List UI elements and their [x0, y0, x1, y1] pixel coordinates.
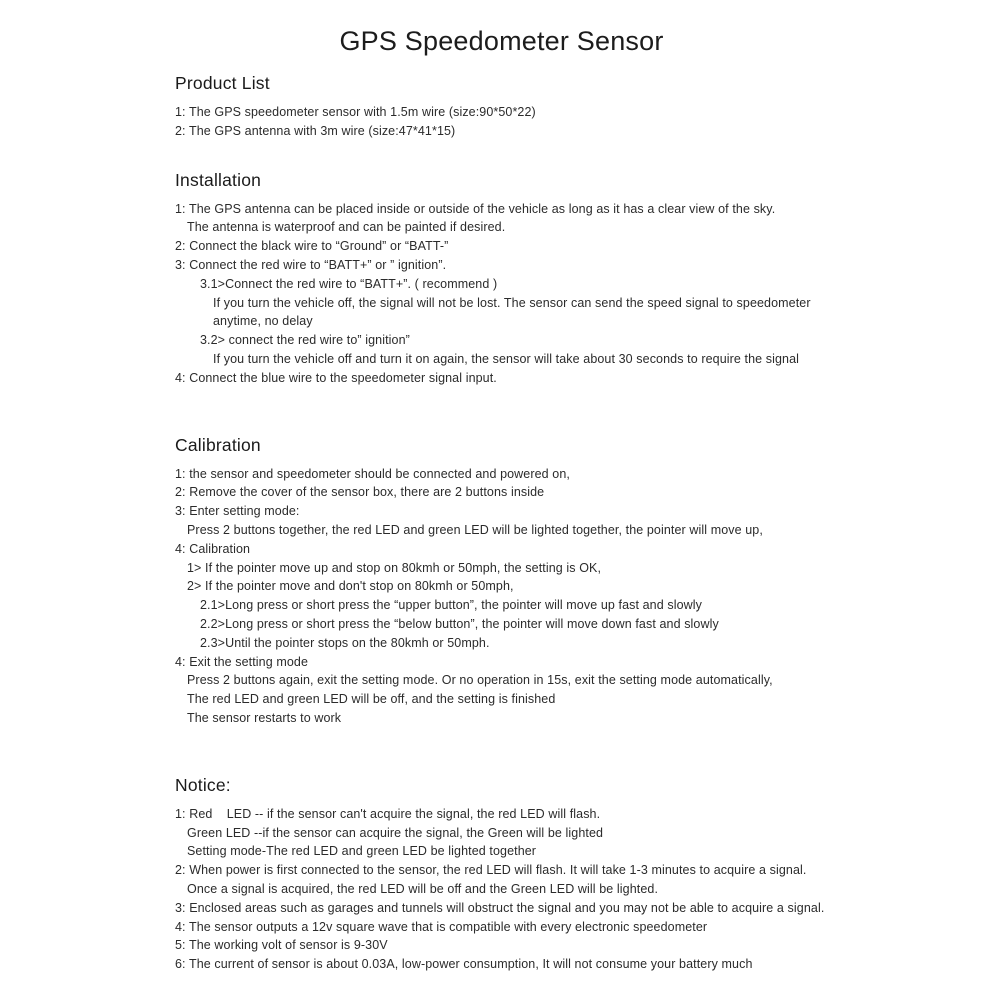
doc-line: 3: Connect the red wire to “BATT+” or ” ignition”.: [175, 257, 447, 272]
doc-line: 4: Exit the setting mode: [175, 654, 309, 669]
section-heading-notice: Notice:: [175, 774, 231, 795]
doc-line: If you turn the vehicle off and turn it on again, the sensor will take about 30 seconds to require the signal: [213, 351, 800, 366]
page-title: GPS Speedometer Sensor: [339, 26, 664, 56]
doc-line: anytime, no delay: [213, 314, 313, 329]
doc-line: The antenna is waterproof and can be painted if desired.: [187, 220, 506, 235]
doc-line: 2.3>Until the pointer stops on the 80kmh or 50mph.: [200, 635, 490, 650]
doc-line: 2.1>Long press or short press the “upper button”, the pointer will move up fast and slowly: [200, 598, 702, 613]
doc-line: 4: Connect the blue wire to the speedometer signal input.: [175, 370, 497, 385]
section-notice: [175, 775, 828, 974]
doc-line: 2: Remove the cover of the sensor box, there are 2 buttons inside: [175, 485, 545, 500]
section-calibration: [175, 435, 828, 728]
doc-line: Once a signal is acquired, the red LED will be off and the Green LED will be lighted.: [187, 881, 659, 896]
doc-line: 2> If the pointer move and don't stop on 80kmh or 50mph,: [187, 579, 514, 594]
doc-line: Press 2 buttons again, exit the setting mode. Or no operation in 15s, exit the setting mode automatically,: [187, 673, 773, 688]
doc-line: 1: Red LED -- if the sensor can't acquire the signal, the red LED will flash.: [175, 806, 601, 821]
doc-line: 3.1>Connect the red wire to “BATT+”. ( recommend ): [200, 276, 498, 291]
section-heading-installation: Installation: [175, 169, 262, 190]
doc-line: 3: Enter setting mode:: [175, 504, 300, 519]
doc-line: 6: The current of sensor is about 0.03A, low-power consumption, It will not consume your battery much: [175, 957, 753, 972]
doc-line: The red LED and green LED will be off, and the setting is finished: [187, 692, 556, 707]
doc-line: 3.2> connect the red wire to” ignition”: [200, 333, 410, 348]
doc-line: 1: the sensor and speedometer should be connected and powered on,: [175, 466, 570, 481]
doc-line: If you turn the vehicle off, the signal will not be lost. The sensor can send the speed signal to speedometer: [213, 295, 811, 310]
doc-line: Press 2 buttons together, the red LED and green LED will be lighted together, the pointer will move up,: [187, 522, 763, 537]
doc-line: 2: Connect the black wire to “Ground” or “BATT-”: [175, 239, 449, 254]
section-heading-calibration: Calibration: [175, 434, 261, 455]
document-sections: [175, 73, 828, 974]
doc-line: 4: The sensor outputs a 12v square wave that is compatible with every electronic speedometer: [175, 919, 708, 934]
doc-line: 1: The GPS speedometer sensor with 1.5m wire (size:90*50*22): [175, 105, 536, 119]
section-product-list: [175, 73, 828, 141]
doc-line: 2.2>Long press or short press the “below button”, the pointer will move down fast and slowly: [200, 616, 719, 631]
section-heading-product-list: Product List: [175, 73, 270, 93]
doc-line: Green LED --if the sensor can acquire the signal, the Green will be lighted: [187, 825, 604, 840]
doc-line: 5: The working volt of sensor is 9-30V: [175, 938, 388, 953]
doc-line: The sensor restarts to work: [187, 710, 342, 725]
section-installation: [175, 170, 828, 388]
doc-line: 3: Enclosed areas such as garages and tunnels will obstruct the signal and you may not be able to acquire a signal.: [175, 900, 825, 915]
doc-line: 2: When power is first connected to the sensor, the red LED will flash. It will take 1-3 minutes to acquire a signal.: [175, 863, 807, 878]
doc-line: 2: The GPS antenna with 3m wire (size:47*41*15): [175, 123, 456, 138]
doc-line: 4: Calibration: [175, 541, 251, 556]
doc-line: 1: The GPS antenna can be placed inside or outside of the vehicle as long as it has a clear view of the sky.: [175, 201, 776, 216]
doc-line: Setting mode-The red LED and green LED be lighted together: [187, 844, 537, 859]
doc-line: 1> If the pointer move up and stop on 80kmh or 50mph, the setting is OK,: [187, 560, 602, 575]
